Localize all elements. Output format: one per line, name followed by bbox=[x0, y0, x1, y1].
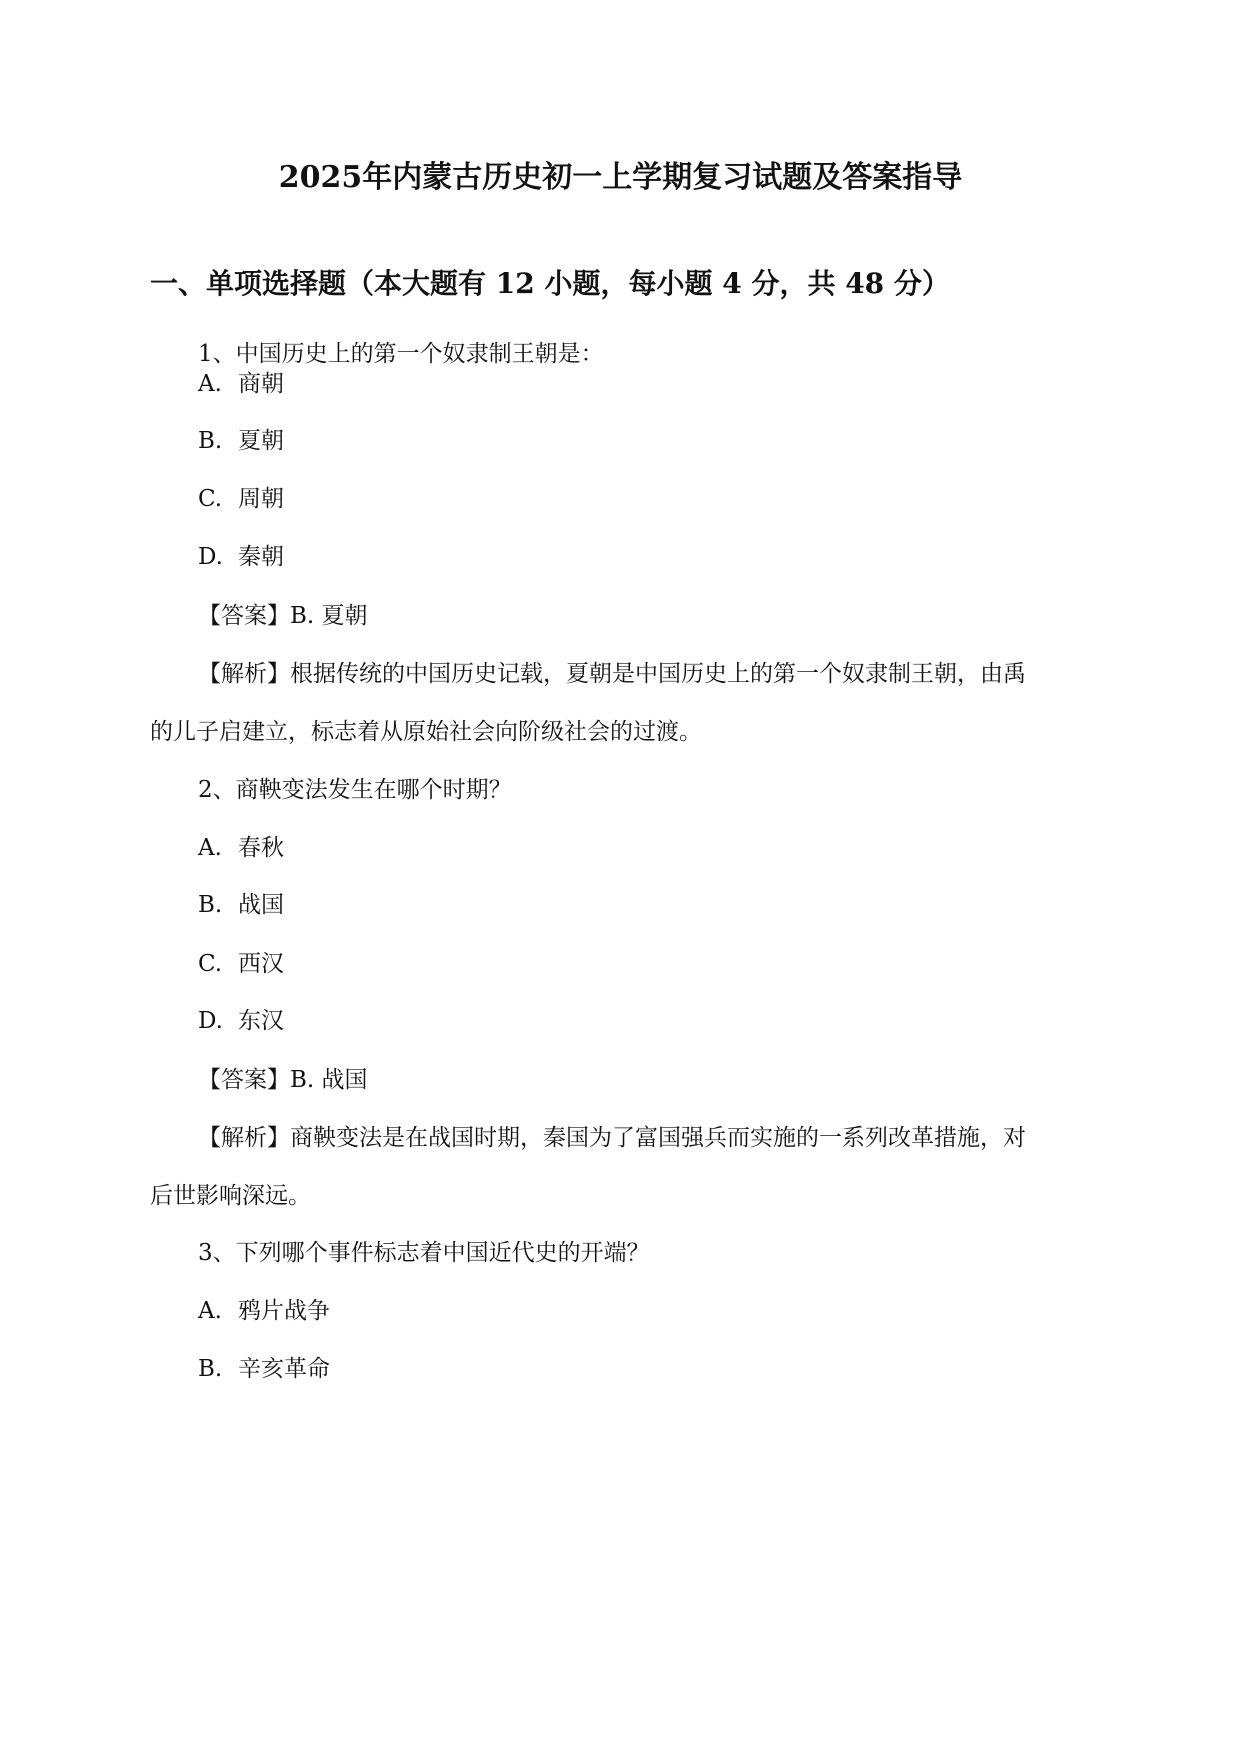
question-3-stem: 3、下列哪个事件标志着中国近代史的开端？ bbox=[198, 1240, 650, 1266]
answer-text: B. 战国 bbox=[290, 1067, 368, 1093]
question-1-answer bbox=[198, 598, 368, 634]
option-text: 西汉 bbox=[238, 951, 284, 977]
answer-text: B. 夏朝 bbox=[290, 603, 368, 629]
question-2-option-d bbox=[198, 1003, 284, 1039]
option-letter: A. bbox=[198, 835, 222, 861]
option-text: 鸦片战争 bbox=[238, 1298, 330, 1324]
option-letter: C. bbox=[198, 951, 223, 977]
option-letter: B. bbox=[198, 892, 223, 918]
analysis-text: 商鞅变法是在战国时期，秦国为了富国强兵而实施的一系列改革措施，对 bbox=[290, 1125, 1026, 1151]
question-1-option-c bbox=[198, 481, 284, 517]
question-1-stem: 1、中国历史上的第一个奴隶制王朝是： bbox=[198, 341, 604, 367]
question-1-option-a bbox=[198, 366, 284, 402]
question-2-option-b bbox=[198, 887, 284, 923]
document-title: 2025年内蒙古历史初一上学期复习试题及答案指导 bbox=[278, 160, 963, 195]
option-letter: C. bbox=[198, 486, 223, 512]
question-2-answer bbox=[198, 1062, 368, 1098]
answer-label: 【答案】 bbox=[198, 1067, 290, 1093]
analysis-text: 根据传统的中国历史记载，夏朝是中国历史上的第一个奴隶制王朝，由禹 bbox=[290, 661, 1026, 687]
option-text: 周朝 bbox=[238, 486, 284, 512]
question-1-analysis-line-1 bbox=[198, 656, 1084, 692]
question-2-analysis-line-1 bbox=[198, 1120, 1026, 1156]
option-letter: D. bbox=[198, 1008, 223, 1034]
option-text: 东汉 bbox=[238, 1008, 284, 1034]
option-text: 夏朝 bbox=[238, 428, 284, 454]
option-letter: B. bbox=[198, 1356, 223, 1382]
option-text: 辛亥革命 bbox=[238, 1356, 330, 1382]
option-letter: D. bbox=[198, 544, 223, 570]
question-2-option-c bbox=[198, 946, 284, 982]
question-2-option-a bbox=[198, 830, 284, 866]
analysis-label: 【解析】 bbox=[198, 661, 290, 687]
section-heading: 一、单项选择题（本大题有 12 小题，每小题 4 分，共 48 分） bbox=[150, 267, 950, 300]
option-text: 商朝 bbox=[238, 371, 284, 397]
analysis-label: 【解析】 bbox=[198, 1125, 290, 1151]
question-2-analysis-line-2: 后世影响深远。 bbox=[150, 1183, 311, 1209]
question-1-option-b bbox=[198, 423, 284, 459]
option-letter: B. bbox=[198, 428, 223, 454]
option-text: 春秋 bbox=[238, 835, 284, 861]
option-letter: A. bbox=[198, 371, 222, 397]
option-text: 秦朝 bbox=[238, 544, 284, 570]
option-letter: A. bbox=[198, 1298, 222, 1324]
answer-label: 【答案】 bbox=[198, 603, 290, 629]
question-3-option-b bbox=[198, 1351, 330, 1387]
option-text: 战国 bbox=[238, 892, 284, 918]
question-2-stem: 2、商鞅变法发生在哪个时期？ bbox=[198, 777, 512, 803]
question-1-option-d bbox=[198, 539, 284, 575]
question-3-option-a bbox=[198, 1293, 330, 1329]
question-1-analysis-line-2: 的儿子启建立，标志着从原始社会向阶级社会的过渡。 bbox=[150, 719, 702, 745]
